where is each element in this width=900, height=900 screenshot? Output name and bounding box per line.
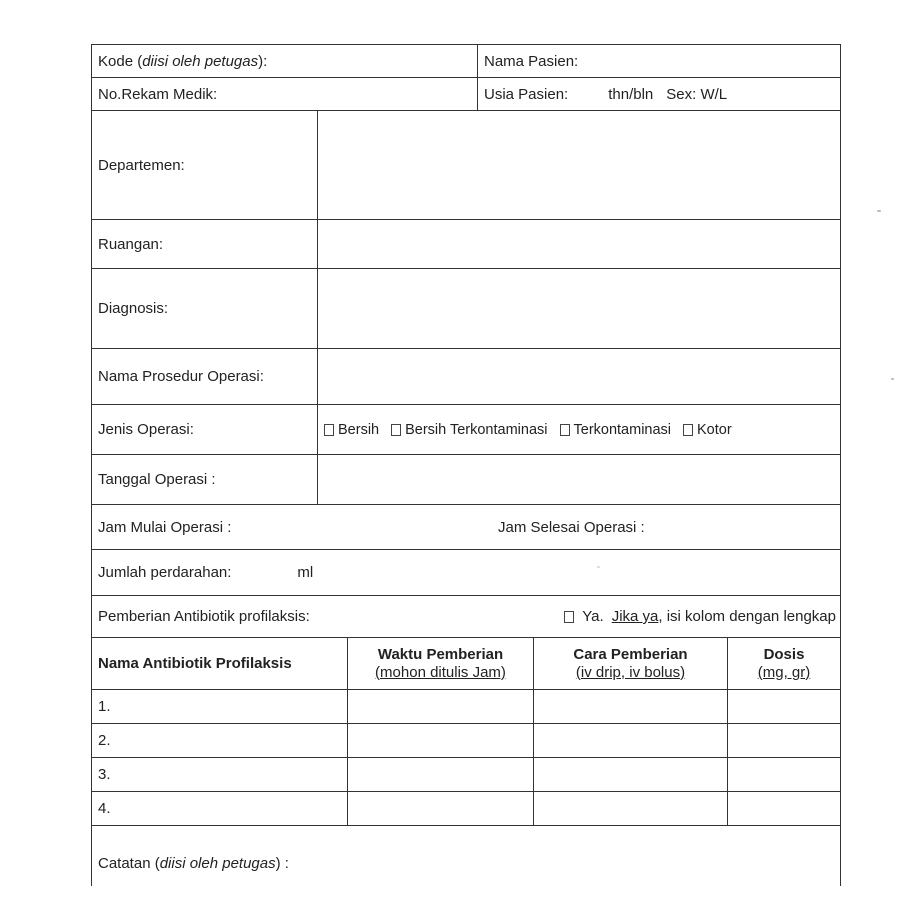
- jika-ya-label: Jika ya: [611, 608, 659, 625]
- tanggal-label: Tanggal Operasi :: [98, 471, 216, 488]
- row-rekam-medik: [92, 78, 840, 111]
- waktu-cell[interactable]: [347, 758, 533, 791]
- row-jenis-operasi: [92, 405, 840, 455]
- scan-speck: [891, 378, 894, 380]
- sex-label: Sex: W/L: [666, 85, 728, 103]
- option-label: Bersih Terkontaminasi: [405, 421, 548, 438]
- option-bersih-terkontaminasi[interactable]: [391, 422, 547, 438]
- tanggal-input[interactable]: [317, 455, 840, 504]
- table-row: [92, 724, 840, 758]
- checkbox-icon[interactable]: [560, 424, 570, 436]
- row-number[interactable]: 3.: [98, 766, 111, 783]
- dosis-cell[interactable]: [727, 758, 840, 791]
- col-dosis-title: Dosis: [763, 646, 805, 664]
- dosis-cell[interactable]: [727, 724, 840, 757]
- option-label: Bersih: [338, 421, 380, 438]
- table-row: [92, 792, 840, 826]
- kode-suffix: ):: [258, 52, 268, 70]
- perdarahan-label: Jumlah perdarahan:: [98, 564, 232, 581]
- option-bersih[interactable]: [324, 422, 379, 438]
- rekam-medik-label: No.Rekam Medik:: [98, 85, 218, 103]
- col-header-waktu: [347, 638, 533, 689]
- jika-ya-rest: , isi kolom dengan lengkap: [658, 608, 836, 625]
- departemen-label: Departemen:: [98, 156, 185, 174]
- checkbox-icon[interactable]: [324, 424, 334, 436]
- cara-cell[interactable]: [533, 758, 727, 791]
- antibiotik-ya-field: [491, 596, 840, 637]
- antibiotic-prophylaxis-form: [91, 44, 841, 886]
- dosis-cell[interactable]: [727, 690, 840, 723]
- row-number[interactable]: 1.: [98, 698, 111, 715]
- catatan-italic: diisi oleh petugas: [159, 855, 276, 872]
- dosis-cell[interactable]: [727, 792, 840, 825]
- jenis-operasi-label: Jenis Operasi:: [98, 421, 194, 438]
- nama-pasien-label: Nama Pasien:: [484, 52, 579, 70]
- row-number[interactable]: 4.: [98, 800, 111, 817]
- checkbox-icon[interactable]: [564, 611, 574, 623]
- col-header-cara: [533, 638, 727, 689]
- checkbox-icon[interactable]: [683, 424, 693, 436]
- cara-cell[interactable]: [533, 792, 727, 825]
- usia-pasien-field[interactable]: [477, 78, 840, 110]
- diagnosis-input[interactable]: [317, 269, 840, 348]
- departemen-input[interactable]: [317, 111, 840, 219]
- ya-label: Ya.: [582, 608, 604, 625]
- rekam-medik-field[interactable]: [92, 78, 477, 110]
- kode-label: Kode (: [98, 52, 143, 70]
- perdarahan-unit: ml: [297, 564, 314, 581]
- jam-selesai-label: Jam Selesai Operasi :: [498, 518, 645, 536]
- scan-speck: [877, 210, 881, 212]
- ruangan-label: Ruangan:: [98, 235, 164, 253]
- option-terkontaminasi[interactable]: [560, 422, 672, 438]
- catatan-field[interactable]: [92, 826, 840, 886]
- kode-field[interactable]: [92, 45, 477, 77]
- col-waktu-sub: (mohon ditulis Jam): [375, 663, 506, 681]
- jam-mulai-label: Jam Mulai Operasi :: [98, 518, 232, 536]
- cara-cell[interactable]: [533, 724, 727, 757]
- option-label: Kotor: [697, 421, 732, 438]
- waktu-cell[interactable]: [347, 690, 533, 723]
- diagnosis-label: Diagnosis:: [98, 300, 169, 317]
- col-header-nama: Nama Antibiotik Profilaksis: [98, 655, 292, 672]
- row-diagnosis: [92, 269, 840, 349]
- waktu-cell[interactable]: [347, 792, 533, 825]
- prosedur-label: Nama Prosedur Operasi:: [98, 368, 264, 385]
- col-dosis-sub: (mg, gr): [757, 663, 811, 681]
- table-row: [92, 758, 840, 792]
- row-number[interactable]: 2.: [98, 732, 111, 749]
- col-cara-title: Cara Pemberian: [573, 646, 688, 664]
- antibiotic-table-header: [92, 638, 840, 690]
- ruangan-input[interactable]: [317, 220, 840, 268]
- perdarahan-field[interactable]: [92, 550, 840, 595]
- row-antibiotik: [92, 596, 840, 638]
- jam-selesai-field[interactable]: [492, 505, 840, 549]
- waktu-cell[interactable]: [347, 724, 533, 757]
- col-header-dosis: [727, 638, 840, 689]
- option-kotor[interactable]: [683, 422, 732, 438]
- antibiotik-label: Pemberian Antibiotik profilaksis:: [98, 608, 310, 625]
- row-kode: [92, 45, 840, 78]
- nama-pasien-field[interactable]: [477, 45, 840, 77]
- jenis-operasi-options: [317, 405, 840, 454]
- catatan-suffix: ) :: [275, 855, 289, 872]
- usia-pasien-label: Usia Pasien:: [484, 85, 569, 103]
- table-row: [92, 690, 840, 724]
- col-waktu-title: Waktu Pemberian: [377, 646, 504, 664]
- scan-speck: [597, 566, 600, 568]
- checkbox-icon[interactable]: [391, 424, 401, 436]
- row-ruangan: [92, 220, 840, 269]
- jam-mulai-field[interactable]: [92, 505, 492, 549]
- option-label: Terkontaminasi: [573, 421, 672, 438]
- cara-cell[interactable]: [533, 690, 727, 723]
- row-tanggal: [92, 455, 840, 505]
- row-jam-operasi: [92, 505, 840, 550]
- row-perdarahan: [92, 550, 840, 596]
- prosedur-input[interactable]: [317, 349, 840, 404]
- usia-unit: thn/bln: [608, 85, 654, 103]
- col-cara-sub: (iv drip, iv bolus): [575, 663, 686, 681]
- kode-italic: diisi oleh petugas: [142, 52, 259, 70]
- row-prosedur: [92, 349, 840, 405]
- row-departemen: [92, 111, 840, 220]
- catatan-label: Catatan (: [98, 855, 160, 872]
